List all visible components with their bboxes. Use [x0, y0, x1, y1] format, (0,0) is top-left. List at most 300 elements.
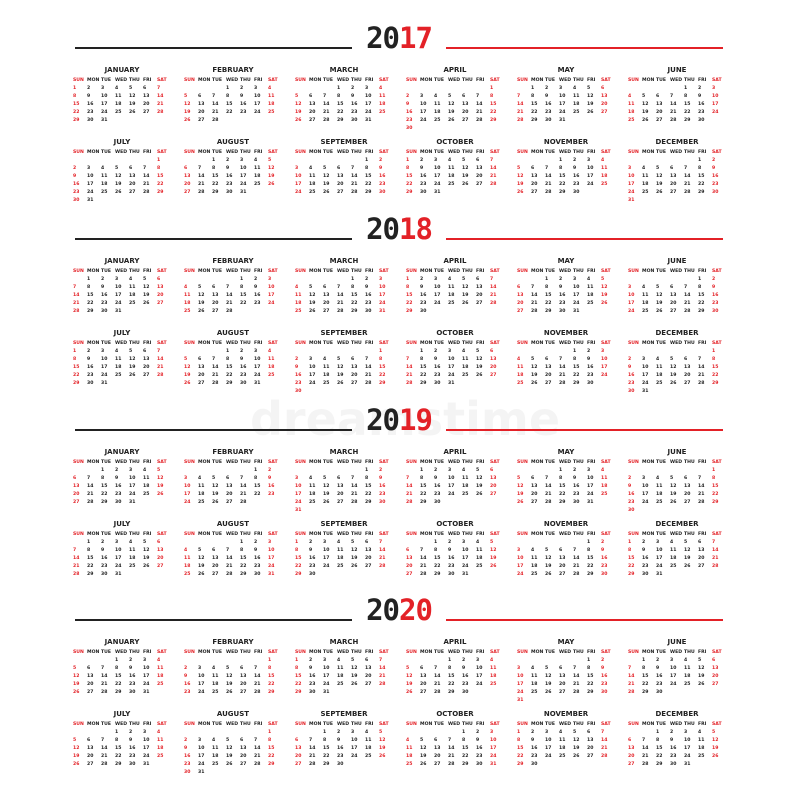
day-cell: 30	[101, 309, 108, 314]
day-cell: 11	[656, 365, 663, 370]
day-cell: 1	[559, 468, 563, 473]
month-name: OCTOBER	[436, 710, 474, 718]
day-cell: 26	[198, 309, 205, 314]
day-cell: 10	[712, 94, 719, 99]
day-cell: 8	[365, 476, 369, 481]
day-cell: 14	[545, 484, 552, 489]
weekday-header: THU	[684, 78, 695, 83]
day-cell: 20	[365, 556, 372, 561]
day-cell: 13	[476, 166, 483, 171]
empty-cell	[573, 657, 587, 665]
weekday-header: SUN	[73, 341, 84, 346]
day-cell: 26	[642, 118, 649, 123]
day-cell: 6	[531, 476, 535, 481]
day-cell: 4	[601, 158, 605, 163]
day-cell: 27	[323, 309, 330, 314]
day-cell: 21	[406, 373, 413, 378]
weekday-header: FRI	[476, 150, 485, 155]
weekday-header: WED	[559, 150, 572, 155]
weekday-header: TUE	[101, 532, 112, 537]
day-cell: 18	[559, 746, 566, 751]
day-cell: 9	[240, 357, 244, 362]
day-cell: 29	[490, 118, 497, 123]
day-cell: 23	[115, 492, 122, 497]
day-cell: 10	[628, 174, 635, 179]
day-cell: 24	[87, 190, 94, 195]
day-cell: 22	[212, 182, 219, 187]
day-cell: 22	[698, 301, 705, 306]
empty-cell	[628, 276, 642, 284]
day-cell: 16	[87, 102, 94, 107]
weekday-header: FRI	[587, 650, 596, 655]
weekday-header: TUE	[323, 269, 334, 274]
day-cell: 12	[656, 174, 663, 179]
day-cell: 22	[642, 682, 649, 687]
day-cell: 8	[628, 548, 632, 553]
weekday-header: TUE	[101, 269, 112, 274]
day-cell: 27	[198, 118, 205, 123]
day-cell: 11	[656, 484, 663, 489]
day-cell: 6	[295, 738, 299, 743]
day-cell: 6	[129, 166, 133, 171]
weekday-header: TUE	[434, 650, 445, 655]
day-cell: 19	[684, 556, 691, 561]
weekday-header: TUE	[545, 150, 556, 155]
weekday-header: THU	[573, 532, 584, 537]
day-cell: 10	[587, 476, 594, 481]
day-cell: 17	[420, 110, 427, 115]
day-cell: 27	[531, 500, 538, 505]
day-cell: 9	[420, 166, 424, 171]
day-cell: 26	[295, 118, 302, 123]
day-cell: 18	[268, 102, 275, 107]
day-cell: 15	[587, 556, 594, 561]
weekday-header: SUN	[406, 341, 417, 346]
empty-cell	[198, 276, 212, 284]
day-cell: 24	[379, 301, 386, 306]
day-cell: 11	[434, 102, 441, 107]
empty-cell	[406, 729, 420, 737]
day-cell: 15	[87, 556, 94, 561]
day-cell: 14	[420, 556, 427, 561]
day-cell: 22	[420, 492, 427, 497]
weekday-header: FRI	[365, 532, 374, 537]
day-cell: 25	[115, 373, 122, 378]
day-cell: 2	[337, 730, 341, 735]
day-cell: 9	[462, 666, 466, 671]
day-cell: 25	[601, 182, 608, 187]
day-cell: 28	[254, 690, 261, 695]
day-cell: 15	[712, 365, 719, 370]
day-cell: 8	[434, 548, 438, 553]
day-cell: 12	[184, 365, 191, 370]
weekday-header: TUE	[101, 341, 112, 346]
day-cell: 25	[323, 381, 330, 386]
day-cell: 5	[517, 476, 521, 481]
day-cell: 14	[101, 674, 108, 679]
day-cell: 20	[198, 373, 205, 378]
month-name: AUGUST	[216, 520, 250, 528]
day-cell: 25	[531, 572, 538, 577]
day-cell: 11	[684, 666, 691, 671]
day-cell: 5	[198, 285, 202, 290]
day-cell: 14	[379, 666, 386, 671]
day-cell: 14	[226, 293, 233, 298]
day-cell: 21	[476, 110, 483, 115]
day-cell: 10	[517, 674, 524, 679]
day-grid	[406, 721, 504, 769]
month-april	[406, 637, 504, 697]
month-name: FEBRUARY	[212, 66, 254, 74]
day-cell: 6	[337, 476, 341, 481]
day-cell: 15	[295, 556, 302, 561]
day-cell: 18	[601, 484, 608, 489]
day-cell: 9	[628, 484, 632, 489]
day-cell: 26	[351, 682, 358, 687]
day-cell: 29	[87, 572, 94, 577]
day-cell: 25	[448, 182, 455, 187]
empty-cell	[309, 157, 323, 165]
empty-cell	[240, 657, 254, 665]
day-cell: 14	[559, 365, 566, 370]
day-cell: 13	[434, 746, 441, 751]
day-cell: 22	[73, 110, 80, 115]
day-cell: 29	[226, 381, 233, 386]
day-cell: 22	[490, 110, 497, 115]
day-cell: 22	[157, 182, 164, 187]
day-cell: 18	[462, 484, 469, 489]
month-name: AUGUST	[216, 329, 250, 337]
weekday-header: THU	[351, 650, 362, 655]
day-cell: 26	[476, 373, 483, 378]
day-cell: 10	[254, 357, 261, 362]
day-cell: 8	[323, 738, 327, 743]
day-cell: 22	[254, 492, 261, 497]
day-cell: 5	[184, 94, 188, 99]
day-cell: 5	[379, 730, 383, 735]
day-cell: 4	[476, 540, 480, 545]
day-cell: 25	[143, 492, 150, 497]
empty-cell	[143, 157, 157, 165]
day-cell: 20	[476, 293, 483, 298]
day-cell: 18	[448, 174, 455, 179]
day-cell: 3	[198, 738, 202, 743]
day-cell: 7	[406, 357, 410, 362]
day-cell: 3	[323, 540, 327, 545]
day-cell: 12	[476, 476, 483, 481]
weekday-header: WED	[559, 460, 572, 465]
day-cell: 14	[545, 174, 552, 179]
day-cell: 6	[226, 476, 230, 481]
month-december	[628, 519, 726, 579]
day-cell: 7	[684, 166, 688, 171]
day-cell: 5	[129, 86, 133, 91]
month-name: SEPTEMBER	[320, 710, 368, 718]
day-cell: 22	[420, 373, 427, 378]
day-cell: 1	[406, 277, 410, 282]
day-cell: 13	[198, 102, 205, 107]
day-cell: 23	[254, 301, 261, 306]
day-cell: 14	[337, 293, 344, 298]
day-cell: 10	[490, 738, 497, 743]
day-cell: 8	[490, 94, 494, 99]
weekday-header: SUN	[517, 460, 528, 465]
day-cell: 2	[573, 158, 577, 163]
day-cell: 27	[670, 309, 677, 314]
day-cell: 16	[601, 556, 608, 561]
weekday-header: WED	[115, 532, 128, 537]
day-cell: 4	[698, 730, 702, 735]
day-cell: 23	[448, 564, 455, 569]
day-cell: 21	[448, 754, 455, 759]
day-cell: 8	[462, 738, 466, 743]
day-grid	[184, 77, 282, 125]
day-cell: 5	[143, 540, 147, 545]
weekday-header: FRI	[587, 532, 596, 537]
day-cell: 11	[157, 738, 164, 743]
day-cell: 5	[545, 548, 549, 553]
weekday-header: THU	[129, 150, 140, 155]
day-cell: 15	[573, 365, 580, 370]
day-cell: 31	[101, 381, 108, 386]
empty-cell	[295, 348, 309, 356]
weekday-header: THU	[240, 78, 251, 83]
day-cell: 16	[87, 365, 94, 370]
empty-cell	[323, 157, 337, 165]
day-cell: 7	[157, 349, 161, 354]
weekday-header: SUN	[517, 78, 528, 83]
empty-cell	[226, 467, 240, 475]
day-cell: 20	[351, 373, 358, 378]
empty-cell	[517, 85, 531, 93]
day-cell: 7	[73, 548, 77, 553]
day-cell: 18	[601, 174, 608, 179]
month-name: NOVEMBER	[543, 329, 589, 337]
day-cell: 29	[448, 690, 455, 695]
day-cell: 30	[337, 762, 344, 767]
day-cell: 7	[420, 548, 424, 553]
empty-cell	[406, 85, 420, 93]
empty-cell	[531, 276, 545, 284]
day-cell: 8	[337, 94, 341, 99]
weekday-header: MON	[309, 269, 322, 274]
day-cell: 7	[226, 285, 230, 290]
empty-cell	[406, 467, 420, 475]
day-cell: 20	[601, 102, 608, 107]
empty-cell	[628, 85, 642, 93]
empty-cell	[545, 157, 559, 165]
day-cell: 1	[698, 277, 702, 282]
day-cell: 16	[379, 484, 386, 489]
day-cell: 25	[656, 500, 663, 505]
day-cell: 25	[587, 301, 594, 306]
empty-cell	[448, 85, 462, 93]
empty-cell	[517, 276, 531, 284]
day-cell: 11	[517, 365, 524, 370]
weekday-header: TUE	[212, 650, 223, 655]
day-cell: 7	[87, 476, 91, 481]
day-cell: 6	[198, 357, 202, 362]
weekday-header: THU	[684, 650, 695, 655]
weekday-header: MON	[309, 460, 322, 465]
day-cell: 18	[184, 301, 191, 306]
day-cell: 2	[587, 349, 591, 354]
day-cell: 16	[573, 174, 580, 179]
day-cell: 17	[628, 301, 635, 306]
day-cell: 13	[601, 94, 608, 99]
day-cell: 8	[545, 285, 549, 290]
day-cell: 13	[517, 293, 524, 298]
weekday-header: SAT	[601, 269, 611, 274]
weekday-header: THU	[351, 532, 362, 537]
day-cell: 13	[143, 94, 150, 99]
day-cell: 22	[101, 492, 108, 497]
day-cell: 23	[129, 682, 136, 687]
day-grid	[517, 77, 615, 125]
day-cell: 10	[351, 738, 358, 743]
day-cell: 2	[601, 658, 605, 663]
day-cell: 2	[87, 86, 91, 91]
day-cell: 19	[198, 301, 205, 306]
day-cell: 18	[268, 365, 275, 370]
empty-cell	[351, 157, 365, 165]
day-cell: 12	[351, 666, 358, 671]
day-cell: 22	[712, 492, 719, 497]
day-cell: 28	[73, 572, 80, 577]
month-name: JUNE	[667, 66, 687, 74]
day-cell: 12	[490, 548, 497, 553]
day-cell: 13	[87, 674, 94, 679]
empty-cell	[184, 729, 198, 737]
day-cell: 9	[254, 285, 258, 290]
day-cell: 29	[101, 500, 108, 505]
day-cell: 26	[379, 754, 386, 759]
day-cell: 15	[517, 746, 524, 751]
day-cell: 28	[73, 309, 80, 314]
day-cell: 27	[351, 381, 358, 386]
day-cell: 21	[157, 365, 164, 370]
day-cell: 23	[420, 182, 427, 187]
weekday-header: MON	[87, 150, 100, 155]
empty-cell	[656, 157, 670, 165]
weekday-header: SAT	[268, 460, 278, 465]
weekday-header: SUN	[517, 650, 528, 655]
day-cell: 22	[351, 301, 358, 306]
empty-cell	[628, 467, 642, 475]
day-cell: 28	[365, 381, 372, 386]
day-cell: 19	[517, 182, 524, 187]
day-cell: 13	[157, 285, 164, 290]
day-cell: 15	[698, 174, 705, 179]
empty-cell	[226, 729, 240, 737]
day-cell: 14	[157, 357, 164, 362]
day-cell: 27	[462, 118, 469, 123]
day-cell: 28	[559, 381, 566, 386]
day-cell: 7	[226, 548, 230, 553]
day-cell: 6	[670, 166, 674, 171]
day-cell: 24	[573, 301, 580, 306]
day-cell: 12	[684, 548, 691, 553]
day-cell: 3	[254, 86, 258, 91]
weekday-header: THU	[240, 532, 251, 537]
day-cell: 31	[490, 762, 497, 767]
day-cell: 23	[379, 182, 386, 187]
empty-cell	[198, 157, 212, 165]
day-cell: 24	[517, 690, 524, 695]
day-cell: 26	[448, 118, 455, 123]
day-cell: 6	[670, 285, 674, 290]
weekday-header: SUN	[73, 650, 84, 655]
day-grid	[295, 531, 393, 579]
month-december	[628, 137, 726, 205]
day-cell: 24	[115, 301, 122, 306]
empty-cell	[73, 539, 87, 547]
day-grid	[517, 649, 615, 705]
day-cell: 7	[309, 738, 313, 743]
day-cell: 24	[462, 564, 469, 569]
day-cell: 30	[573, 190, 580, 195]
day-cell: 26	[656, 309, 663, 314]
day-cell: 3	[712, 86, 716, 91]
day-cell: 2	[309, 540, 313, 545]
day-cell: 14	[73, 556, 80, 561]
day-cell: 13	[337, 484, 344, 489]
day-cell: 28	[448, 762, 455, 767]
day-cell: 14	[531, 293, 538, 298]
day-cell: 15	[587, 674, 594, 679]
day-cell: 18	[309, 182, 316, 187]
day-cell: 15	[628, 556, 635, 561]
day-cell: 29	[420, 381, 427, 386]
weekday-header: THU	[462, 650, 473, 655]
weekday-header: TUE	[212, 532, 223, 537]
day-cell: 4	[115, 86, 119, 91]
weekday-header: MON	[642, 650, 655, 655]
day-cell: 13	[656, 102, 663, 107]
day-cell: 24	[712, 110, 719, 115]
day-cell: 10	[656, 548, 663, 553]
weekday-header: SUN	[295, 722, 306, 727]
month-name: JULY	[113, 520, 131, 528]
weekday-header: WED	[337, 150, 350, 155]
day-cell: 12	[198, 556, 205, 561]
day-cell: 24	[642, 381, 649, 386]
empty-cell	[212, 348, 226, 356]
day-cell: 4	[101, 166, 105, 171]
day-cell: 10	[684, 738, 691, 743]
day-cell: 28	[351, 500, 358, 505]
day-cell: 7	[337, 285, 341, 290]
day-cell: 31	[268, 572, 275, 577]
day-cell: 1	[448, 658, 452, 663]
day-cell: 5	[462, 277, 466, 282]
day-cell: 14	[379, 548, 386, 553]
empty-cell	[462, 85, 476, 93]
day-cell: 12	[129, 94, 136, 99]
weekday-header: TUE	[323, 460, 334, 465]
day-cell: 27	[337, 190, 344, 195]
day-cell: 17	[198, 682, 205, 687]
day-cell: 19	[448, 110, 455, 115]
weekday-header: THU	[462, 269, 473, 274]
weekday-header: THU	[240, 460, 251, 465]
day-cell: 4	[531, 666, 535, 671]
day-cell: 21	[642, 754, 649, 759]
weekday-header: THU	[573, 460, 584, 465]
weekday-header: MON	[531, 341, 544, 346]
weekday-header: TUE	[323, 650, 334, 655]
day-cell: 28	[420, 572, 427, 577]
